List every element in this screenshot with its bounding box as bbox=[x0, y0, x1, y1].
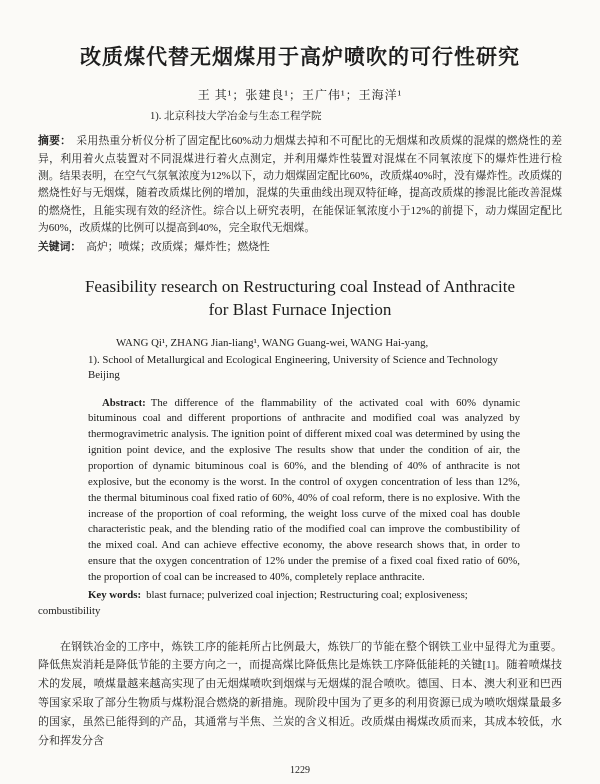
affiliation-chinese: 1). 北京科技大学冶金与生态工程学院 bbox=[150, 111, 322, 123]
abstract-chinese-label: 摘要： bbox=[38, 135, 72, 148]
keywords-english-label: Key words: bbox=[88, 588, 142, 601]
body-paragraph-chinese: 在钢铁冶金的工序中，炼铁工序的能耗所占比例最大，炼铁厂的节能在整个钢铁工业中显得尤为重要。降低焦炭消耗是降低节能的主要方向之一，而提高煤比降低焦比是炼铁工序降低能耗的关键[1]。随着喷煤技术的发展，喷煤量越来越高实现了由无烟煤喷吹到烟煤与无烟煤的混合喷吹。德国、日本、澳大利亚和巴西等国家采取了部分生物质与煤粉混合燃烧的新措施。现阶段中国为了更多的利用资源已成为喷吹烟煤量最多的国家，虽然已能得到的产品，其通常与半焦、兰炭的含义相近。改质煤由褐煤改质而来，其成本较低，水分和挥发分含 bbox=[38, 640, 562, 748]
abstract-english bbox=[88, 396, 520, 586]
abstract-english-text: The difference of the flammability of the activated coal with 60% dynamic bituminous coal and different proportions of anthracite and modified coal was analyzed by thermogravimetric analysis. The ignition point of different mixed coal was determined by using the ignition point device, and the explosive The results show that under the condition of air, the proportion of dynamic bituminous coal is 60%, and the blending of 40% of anthracite is not explosive, but the economy is the worst. In the control of oxygen concentration of less than 12%, the thermal bituminous coal fixed ratio of 60%, 40% of coal reform, there is no explosive. With the increase of the proportion of coal reforming, the weight loss curve of the mixed coal has double characteristic peak, and the blending ratio of the modified coal can improve the combustibility of the mixed coal. And can achieve effective economy, the above research shows that, in order to ensure that the oxygen concentration of 12% under the premise of a fixed coal fixed ratio of 60%, the proportion of coal can be increased to 40%, completely replace anthracite. bbox=[88, 396, 520, 583]
keywords-english-text: blast furnace; pulverized coal injection; Restructuring coal; explosiveness; combustibility bbox=[38, 588, 468, 617]
abstract-english-label: Abstract: bbox=[102, 396, 146, 409]
keywords-english bbox=[38, 588, 520, 620]
authors-chinese: 王 其¹；张建良¹；王广伟¹；王海洋¹ bbox=[197, 88, 403, 103]
abstract-chinese bbox=[38, 133, 562, 237]
keywords-chinese-text: 高炉；喷煤；改质煤；爆炸性；燃烧性 bbox=[86, 241, 270, 254]
title-chinese: 改质煤代替无烟煤用于高炉喷吹的可行性研究 bbox=[80, 45, 520, 69]
title-english: Feasibility research on Restructuring coal Instead of Anthracite for Blast Furnace Injection bbox=[84, 277, 516, 320]
keywords-chinese bbox=[38, 239, 562, 256]
abstract-chinese-text: 采用热重分析仪分析了固定配比60%动力烟煤去掉和不可配比的无烟煤和改质煤的混煤的燃烧性的差异，利用着火点装置对不同混煤进行着火点测定，并利用爆炸性装置对混煤在不同氧浓度下的爆炸性进行检测。结果表明，在空气气氛氧浓度为12%以下，动力烟煤固定配比60%，改质煤40%时，没有爆炸性。改质煤的燃烧性好与无烟煤，随着改质煤比例的增加，混煤的失重曲线出现双特征峰，提高改质煤的掺混比能改善混煤的燃烧性，且能实现有效的经济性。综合以上研究表明，在能保证氧浓度小于12%的前提下，动力煤固定配比为60%，改质煤的比例可以提高到40%，完全取代无烟煤。 bbox=[38, 135, 562, 234]
keywords-chinese-label: 关键词： bbox=[38, 241, 82, 254]
authors-english: WANG Qi¹, ZHANG Jian-liang¹, WANG Guang-wei, WANG Hai-yang, bbox=[116, 337, 429, 350]
affiliation-english: 1). School of Metallurgical and Ecological Engineering, University of Science and Technology Beijing bbox=[88, 354, 498, 382]
page-number: 1229 bbox=[290, 765, 310, 776]
